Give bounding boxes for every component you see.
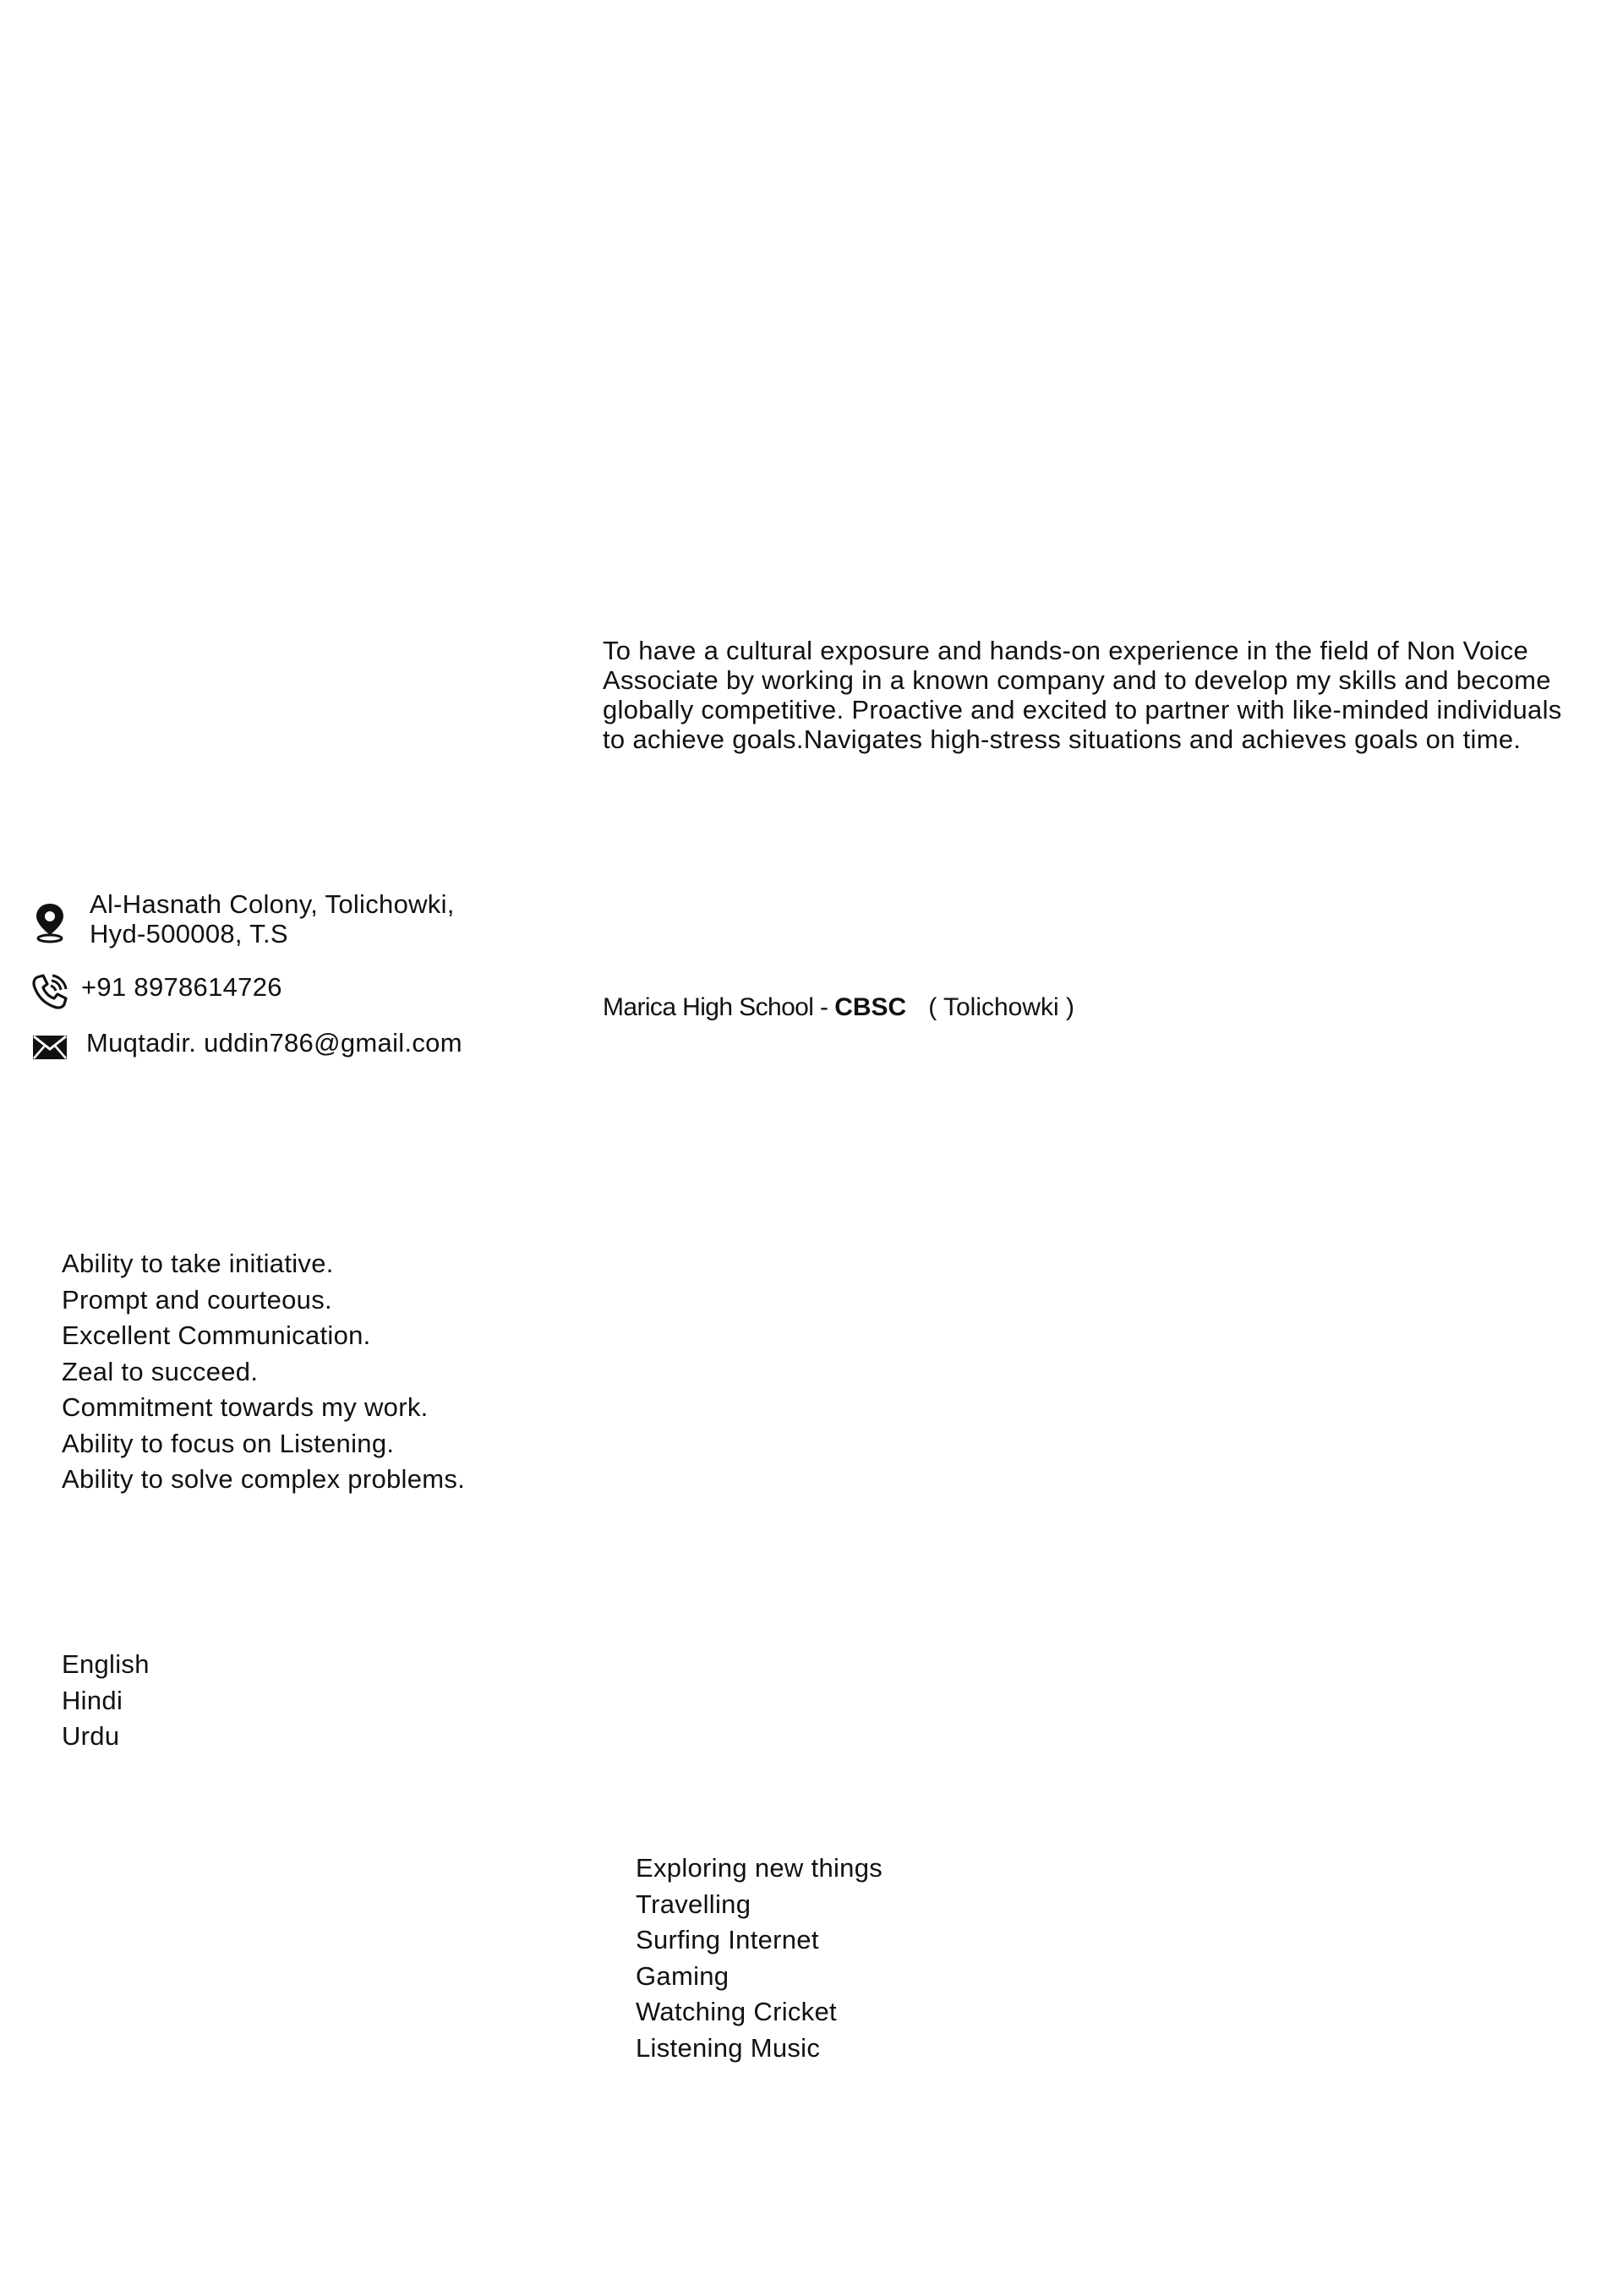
envelope-icon xyxy=(30,1028,69,1067)
list-item: Commitment towards my work. xyxy=(62,1392,429,1422)
location-pin-icon xyxy=(30,901,69,940)
objective-text: To have a cultural exposure and hands-on experience in the field of Non Voice Associate by working in a known company and to develop my skills and become globally competitive. Proactive and excited to partner with like-minded individuals to achieve goals.Navigates high-stress situations and achieves goals on time. xyxy=(603,636,1562,754)
languages-list xyxy=(62,1647,150,1755)
list-item: Listening Music xyxy=(636,2032,821,2063)
list-item: Ability to solve complex problems. xyxy=(62,1464,466,1494)
list-item: Prompt and courteous. xyxy=(62,1284,332,1315)
list-item: Watching Cricket xyxy=(636,1997,837,2026)
list-item: Zeal to succeed. xyxy=(62,1356,259,1386)
list-item: Urdu xyxy=(62,1721,120,1751)
list-item: Travelling xyxy=(636,1889,751,1919)
school-board: CBSC xyxy=(834,993,907,1021)
skills-list xyxy=(62,1246,465,1498)
school-name: Marica High School - xyxy=(603,993,835,1021)
address-line-2: Hyd-500008, T.S xyxy=(90,919,288,948)
phone-icon xyxy=(30,972,69,1011)
list-item: Surfing Internet xyxy=(636,1925,819,1954)
list-item: Ability to focus on Listening. xyxy=(62,1428,395,1458)
list-item: Hindi xyxy=(62,1685,123,1715)
list-item: English xyxy=(62,1649,150,1679)
list-item: Gaming xyxy=(636,1960,730,1991)
list-item: Ability to take initiative. xyxy=(62,1249,334,1278)
education-entry xyxy=(603,992,1074,1023)
email-text: Muqtadir. uddin786@gmail.com xyxy=(86,1028,462,1058)
phone-text: +91 8978614726 xyxy=(81,972,282,1002)
address-line-1: Al-Hasnath Colony, Tolichowki, xyxy=(90,889,455,919)
school-location: ( Tolichowki ) xyxy=(928,993,1075,1021)
list-item: Excellent Communication. xyxy=(62,1320,371,1350)
address-text xyxy=(90,889,455,948)
list-item: Exploring new things xyxy=(636,1853,883,1883)
hobbies-list xyxy=(636,1850,883,2066)
